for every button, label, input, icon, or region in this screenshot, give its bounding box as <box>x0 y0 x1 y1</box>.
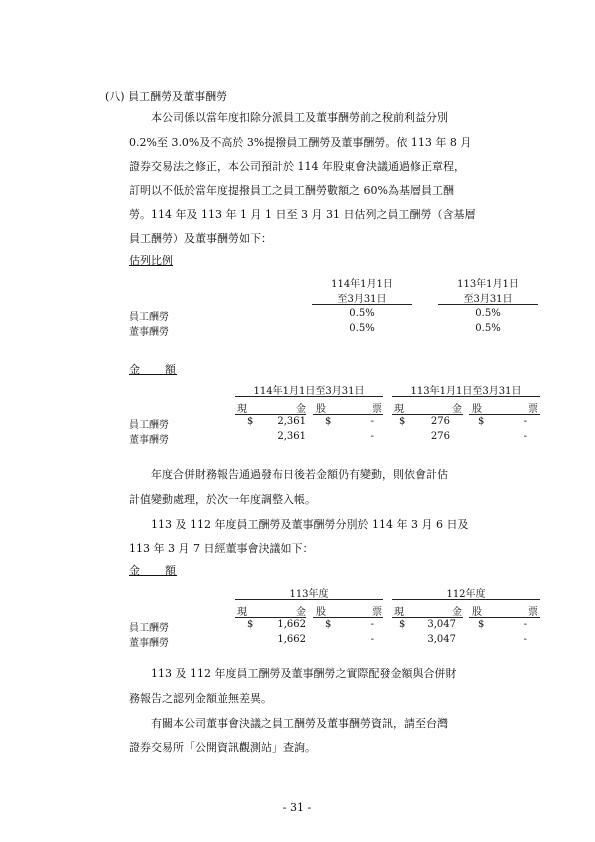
table-cell: - <box>523 634 527 645</box>
paragraph-line: 113 及 112 年度員工酬勞及董事酬勞分別於 114 年 3 月 6 日及 <box>151 518 469 531</box>
subheader: 股 <box>316 404 326 415</box>
subheader: 現 <box>394 404 404 415</box>
header-rule <box>235 599 383 600</box>
row-label: 董事酬勞 <box>129 638 169 649</box>
table-cell: 3,047 <box>427 619 456 630</box>
subheader: 股 <box>472 607 482 618</box>
paragraph-line: 員工酬勞）及董事酬勞如下： <box>129 232 272 245</box>
table-cell: 1,662 <box>277 619 306 630</box>
header-rule <box>392 414 463 415</box>
paragraph-line: 勞。114 年及 113 年 1 月 1 日至 3 月 31 日估列之員工酬勞（含基層 <box>129 208 476 221</box>
header-rule <box>235 414 306 415</box>
subheader: 現 <box>237 404 247 415</box>
table-cell: - <box>523 431 527 442</box>
group-header: 113年1月1日至3月31日 <box>410 386 522 397</box>
row-label: 董事酬勞 <box>129 435 169 446</box>
currency-symbol: $ <box>399 416 406 427</box>
paragraph-line: 年度合併財務報告通過發布日後若金額仍有變動，則依會計估 <box>151 468 448 481</box>
table-cell: 1,662 <box>277 634 306 645</box>
table-cell: 276 <box>430 431 450 442</box>
subheader: 金 <box>452 404 462 415</box>
paragraph-line: 本公司係以當年度扣除分派員工及董事酬勞前之稅前利益分別 <box>151 111 448 124</box>
table-cell: 0.5% <box>475 308 501 319</box>
header-rule <box>235 396 383 397</box>
subheader: 票 <box>372 404 382 415</box>
subheader: 股 <box>472 404 482 415</box>
currency-symbol: $ <box>247 416 254 427</box>
currency-symbol: $ <box>399 619 406 630</box>
table-cell: 2,361 <box>277 431 306 442</box>
currency-symbol: $ <box>478 619 485 630</box>
table-cell: 3,047 <box>427 634 456 645</box>
currency-symbol: $ <box>247 619 254 630</box>
row-label: 員工酬勞 <box>129 420 169 431</box>
paragraph-line: 證券交易所「公開資訊觀測站」查詢。 <box>129 741 316 754</box>
paragraph-line: 訂明以不低於當年度提撥員工之員工酬勞數額之 60%為基層員工酬 <box>129 184 454 197</box>
subheader: 金 <box>296 607 306 618</box>
table-cell: 276 <box>430 416 450 427</box>
table-caption: 金 額 <box>129 363 177 376</box>
group-header: 114年1月1日至3月31日 <box>253 386 365 397</box>
paragraph-line: 計值變動處理，於次一年度調整入帳。 <box>129 493 316 506</box>
paragraph-line: 113 及 112 年度員工酬勞及董事酬勞之實際配發金額與合併財 <box>151 667 457 680</box>
paragraph-line: 務報告之認列金額並無差異。 <box>129 692 272 705</box>
header-rule <box>313 617 383 618</box>
table-cell: - <box>370 416 374 427</box>
table-cell: - <box>370 619 374 630</box>
header-rule <box>313 414 383 415</box>
header-rule <box>469 617 540 618</box>
subheader: 票 <box>372 607 382 618</box>
currency-symbol: $ <box>325 619 332 630</box>
header-rule <box>438 304 538 305</box>
header-rule <box>392 599 540 600</box>
header-rule <box>392 617 463 618</box>
section-heading: (八) 員工酬勞及董事酬勞 <box>105 90 228 103</box>
column-header: 114年1月1日 <box>331 279 393 290</box>
group-header: 112年度 <box>446 589 486 600</box>
column-header: 113年1月1日 <box>457 279 519 290</box>
header-rule <box>392 396 540 397</box>
table-caption: 金 額 <box>129 564 177 577</box>
subheader: 現 <box>394 607 404 618</box>
paragraph-line: 113 年 3 月 7 日經董事會決議如下： <box>129 542 314 555</box>
subheader: 票 <box>528 607 538 618</box>
subheader: 票 <box>528 404 538 415</box>
subheader: 金 <box>452 607 462 618</box>
subheader: 金 <box>296 404 306 415</box>
table-cell: 2,361 <box>277 416 306 427</box>
table-cell: 0.5% <box>475 323 501 334</box>
row-label: 員工酬勞 <box>129 312 169 323</box>
table-caption: 估列比例 <box>129 254 173 267</box>
table-cell: 0.5% <box>349 323 375 334</box>
header-rule <box>312 304 412 305</box>
paragraph-line: 有關本公司董事會決議之員工酬勞及董事酬勞資訊，請至台灣 <box>151 717 448 730</box>
table-cell: - <box>523 416 527 427</box>
subheader: 現 <box>237 607 247 618</box>
page-number: - 31 - <box>282 801 312 814</box>
row-label: 員工酬勞 <box>129 623 169 634</box>
header-rule <box>235 617 306 618</box>
header-rule <box>469 414 540 415</box>
row-label: 董事酬勞 <box>129 327 169 338</box>
table-cell: - <box>370 431 374 442</box>
column-header: 至3月31日 <box>463 294 513 305</box>
paragraph-line: 0.2%至 3.0%及不高於 3%提撥員工酬勞及董事酬勞。依 113 年 8 月 <box>129 136 472 149</box>
column-header: 至3月31日 <box>337 294 387 305</box>
currency-symbol: $ <box>478 416 485 427</box>
paragraph-line: 證券交易法之修正，本公司預計於 114 年股東會決議通過修正章程， <box>129 160 465 173</box>
group-header: 113年度 <box>289 589 329 600</box>
table-cell: 0.5% <box>349 308 375 319</box>
table-cell: - <box>523 619 527 630</box>
subheader: 股 <box>316 607 326 618</box>
currency-symbol: $ <box>325 416 332 427</box>
table-cell: - <box>370 634 374 645</box>
